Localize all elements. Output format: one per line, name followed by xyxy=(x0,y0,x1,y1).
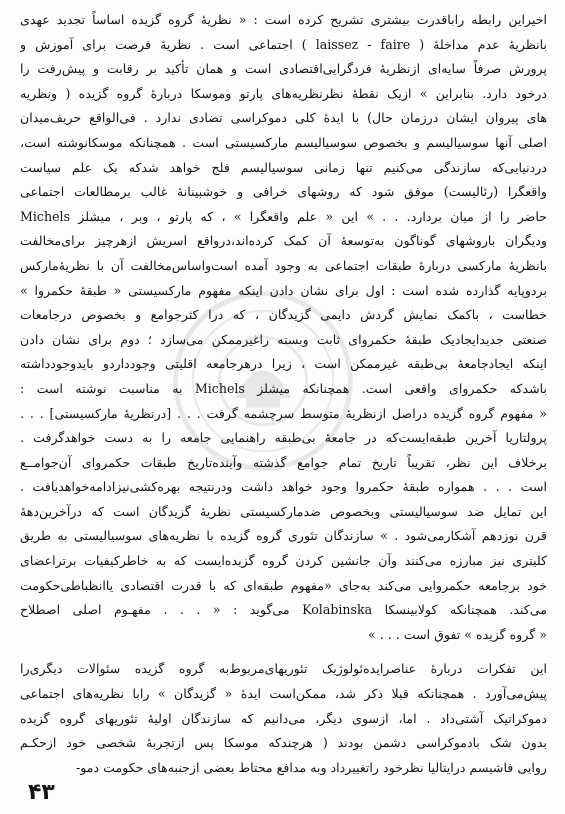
text-line: می‌کند. همچنانکه کولابینسکا Kolabinska می‌گوید : « . . . مفهـوم اصلی اصطلاح xyxy=(20,602,547,618)
text-line: بردوپایه گذارده شده است : اول برای نشان دادن اینکه مفهوم مارکسیستی « طبقهٔ حکمروا » xyxy=(20,282,547,298)
text-line: پرولتاریا آخرین طبقه‌ایست‌که در جامعهٔ بی‌طبقه راهنمایی جامعه را به دست خواهدگرفت . xyxy=(20,430,547,446)
text-line: خود برجامعه حکمروایی می‌کند به‌جای «مفهوم طبقه‌ای که با قدرت اقتصادی یاانظباطی‌حکومت xyxy=(20,577,547,593)
text-line: بانظریهٔ عدم مداخلهٔ ( laissez - faire ) اجتماعی است . نظریهٔ فرصت برای آموزش و xyxy=(20,36,547,52)
text-line: دردنیایی‌که سازندگی می‌کنیم تنها زمانی سوسیالیسم فلج خواهد شدکه یک علم سیاست xyxy=(20,159,547,175)
text-line: کلیتری نیز مبارزه می‌کنند وآن جانشین کردن گروه گزیده‌ایست که به خاطرکیفیات برتراعضای xyxy=(20,553,547,569)
text-line: ودیگران باروشهای گوناگون به‌توسعهٔ آن کمک کرده‌اند،درواقع اسریش ازهرچیز برای‌مخالفت xyxy=(20,233,547,249)
text-line: حاضر را از میان بردارد. . . » این « علم واقعگرا » ، که پارتو ، وبر ، میشلز Michels xyxy=(20,208,547,224)
text-line: این تمایل ضد سوسیالیستی وبخصوص ضدمارکسیستی نظریهٔ گزیدگان است که درآخرین‌دههٔ xyxy=(20,503,547,519)
text-line: های پیروان ایشان درزمان حال) با ایدهٔ کلی دموکراسی تضادی ندارد . فی‌الواقع حریف‌میدان xyxy=(20,110,547,126)
text-line: برخلاف این نظر، تقریباً تاریخ تمام جوامع گذشته وآینده‌تاریخ طبقات حکمروای آن‌جوامــع xyxy=(20,454,547,470)
text-line: پرورش صرفاً سایه‌ای ازنظریهٔ فردگرایی‌اقتصادی است و همان تأکید بر رقابت و پیش‌رفت را xyxy=(20,61,547,77)
paragraph-gap xyxy=(20,647,547,657)
text-column xyxy=(20,8,547,780)
text-line: خطاست ، باکمک نمایش گردش دایمی گزیدگان ، که درا کثرجوامع و بخصوص درجامعات xyxy=(20,307,547,323)
text-line: باشدکه حکمروای واقعی است. همچنانکه میشلز Michels به مناسبت نوشته است : xyxy=(20,380,547,396)
text-line: پیش‌می‌آورد . همچنانکه قبلا ذکر شد، ممکن‌است ایدهٔ « گزیدگان » رابا نظریه‌های اجتماعی xyxy=(20,686,547,702)
page-number: ۴۳ xyxy=(28,780,55,805)
text-line: صنعتی جدیدایجادیک طبقهٔ حکمروای ثابت وبسته راغیرممکن می‌سازد ؛ دوم برای نشان دادن xyxy=(20,331,547,347)
text-line: است . . . همواره طبقهٔ حکمروا وجود خواهد داشت ودرنتیجه بهره‌کشی‌نیزادامه‌خواهدیافت . xyxy=(20,479,547,495)
text-line: بدون شک بادموکراسی دشمن بودند ( هرچندکه موسکا پس ازتجربهٔ شخصی خود ازحکـم xyxy=(20,735,547,751)
text-line: قرن نوزدهم آشکارمی‌شود . » سازندگان تئوری گروه گزیده با نظریه‌های سوسیالیستی به طریق xyxy=(20,528,547,544)
text-line: اصلی آنها سوسیالیسم و بخصوص سوسیالیسم مارکسیستی است . همچنانکه موسکانوشته است، xyxy=(20,134,547,150)
text-line: اخیراین رابطه راباقدرت بیشتری تشریح کرده است : « نظریهٔ گروه گزیده اساساً تجدید عهدی xyxy=(20,12,547,27)
text-line: دموکراتیک آشتی‌داد . اما، ازسوی دیگر، می‌دانیم که سازندگان اولیهٔ تئوریهای گروه گزیده xyxy=(20,710,547,726)
text-line: درخود دارد. بنابراین » ازیک نقطهٔ نظرنظریه‌های پارتو وموسکا دربارهٔ گروه گزیده ( ونظریه xyxy=(20,85,547,101)
text-line: اینکه ایجادجامعهٔ بی‌طبقه غیرممکن است ، زیرا درهرجامعه اقلیتی وجودداردو بایدوجودداشته xyxy=(20,356,547,372)
text-line: « گروه گزیده » تفوق است . . . » xyxy=(367,626,547,642)
text-line: روایی فاشیسم درایتالیا نظرخود راتغییرداد وبه مدافع محتاط بعضی ازجنبه‌های حکومت دمو- xyxy=(75,759,547,775)
text-line: « مفهوم گروه گزیده دراصل ازنظریهٔ متوسط سرچشمه گرفت . . . [درنظریهٔ مارکسیستی] . . . xyxy=(20,405,547,421)
text-line: بانظریهٔ مارکسی دربارهٔ طبقات اجتماعی به وجود آمده است‌واساس‌مخالفت آن با نظریهٔ‌مارکس xyxy=(20,257,547,273)
text-line: واقعگرا (رئالیست) موفق شود که روشهای خرافی و خوشبینانهٔ غالب برمطالعات اجتماعی xyxy=(20,184,547,200)
text-line: این تفکرات دربارهٔ عناصرایده‌ئولوژیک تئوریهای‌مربوط‌به گروه گزیده سئوالات دیگری‌را xyxy=(20,661,547,677)
